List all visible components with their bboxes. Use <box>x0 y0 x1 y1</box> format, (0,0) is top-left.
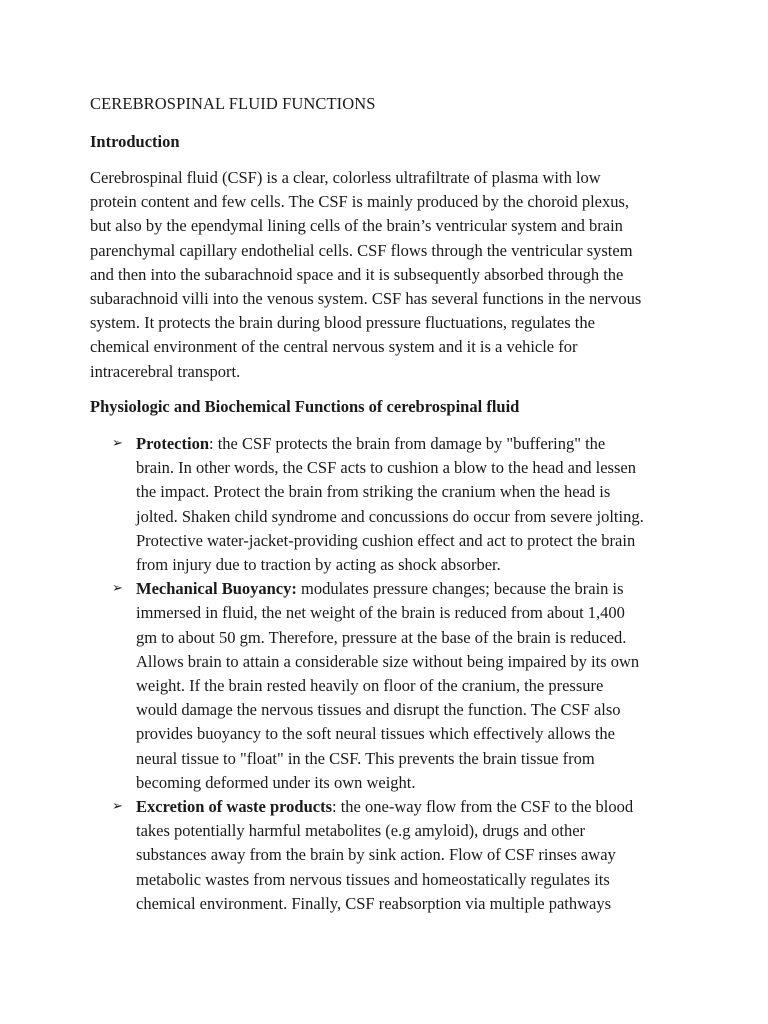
item-line: weight. If the brain rested heavily on floor of the cranium, the pressure <box>136 676 604 696</box>
paragraph-line: Cerebrospinal fluid (CSF) is a clear, colorless ultrafiltrate of plasma with low <box>90 168 601 187</box>
introduction-heading: Introduction <box>90 132 180 151</box>
paragraph-line: and then into the subarachnoid space and it is subsequently absorbed through the <box>90 264 624 284</box>
list-item-mechanical-buoyancy <box>0 577 768 795</box>
item-line: immersed in fluid, the net weight of the brain is reduced from about 1,400 <box>136 603 625 623</box>
paragraph-line: subarachnoid villi into the venous system. CSF has several functions in the nervous <box>90 289 642 309</box>
item-line: from injury due to traction by acting as shock absorber. <box>136 555 501 575</box>
item-line: Allows brain to attain a considerable size without being impaired by its own <box>136 651 640 671</box>
item-first-line-text: : the CSF protects the brain from damage by "buffering" the <box>209 434 606 453</box>
item-line: brain. In other words, the CSF acts to cushion a blow to the head and lessen <box>136 458 636 478</box>
functions-list <box>0 432 768 916</box>
item-line: neural tissue to "float" in the CSF. This prevents the brain tissue from <box>136 748 595 768</box>
item-first-line <box>136 577 768 601</box>
item-term: Excretion of waste products <box>136 797 333 817</box>
item-first-line <box>136 795 768 819</box>
introduction-paragraph <box>90 166 690 384</box>
list-item-protection <box>0 432 768 577</box>
item-line: metabolic wastes from nervous tissues and homeostatically regulates its <box>136 869 610 889</box>
arrowhead-bullet-icon: ➢ <box>112 799 123 815</box>
paragraph-line: but also by the ependymal lining cells of the brain’s ventricular system and brain <box>90 216 623 236</box>
item-line: provides buoyancy to the soft neural tissues which effectively allows the <box>136 724 615 744</box>
paragraph-line: parenchymal capillary endothelial cells. CSF flows through the ventricular system <box>90 240 633 260</box>
item-first-line-text: modulates pressure changes; because the brain is <box>296 579 624 599</box>
item-line: Protective water-jacket-providing cushion effect and act to protect the brain <box>136 530 636 550</box>
item-term: Mechanical Buoyancy: <box>136 579 297 599</box>
arrowhead-bullet-icon: ➢ <box>112 581 123 597</box>
arrowhead-bullet-icon: ➢ <box>112 436 123 451</box>
item-line: gm to about 50 gm. Therefore, pressure at the base of the brain is reduced. <box>136 627 627 647</box>
item-line: the impact. Protect the brain from striking the cranium when the head is <box>136 482 611 502</box>
item-line: chemical environment. Finally, CSF reabsorption via multiple pathways <box>136 893 612 913</box>
paragraph-line: protein content and few cells. The CSF is mainly produced by the choroid plexus, <box>90 192 630 212</box>
item-term: Protection <box>136 434 210 453</box>
item-first-line-text: : the one-way flow from the CSF to the blood <box>332 797 634 817</box>
item-line: jolted. Shaken child syndrome and concussions do occur from severe jolting. <box>136 506 644 526</box>
item-first-line <box>136 432 768 456</box>
list-item-excretion-of-waste <box>0 795 768 916</box>
item-line: becoming deformed under its own weight. <box>136 772 416 792</box>
paragraph-line: intracerebral transport. <box>90 361 241 381</box>
item-line: would damage the nervous tissues and disrupt the function. The CSF also <box>136 700 621 720</box>
paragraph-line: chemical environment of the central nervous system and it is a vehicle for <box>90 337 578 357</box>
item-line: takes potentially harmful metabolites (e.g amyloid), drugs and other <box>136 821 586 841</box>
functions-heading: Physiologic and Biochemical Functions of cerebrospinal fluid <box>90 397 520 416</box>
document-title: CEREBROSPINAL FLUID FUNCTIONS <box>90 94 376 113</box>
paragraph-line: system. It protects the brain during blood pressure fluctuations, regulates the <box>90 313 595 333</box>
item-line: substances away from the brain by sink action. Flow of CSF rinses away <box>136 845 616 865</box>
